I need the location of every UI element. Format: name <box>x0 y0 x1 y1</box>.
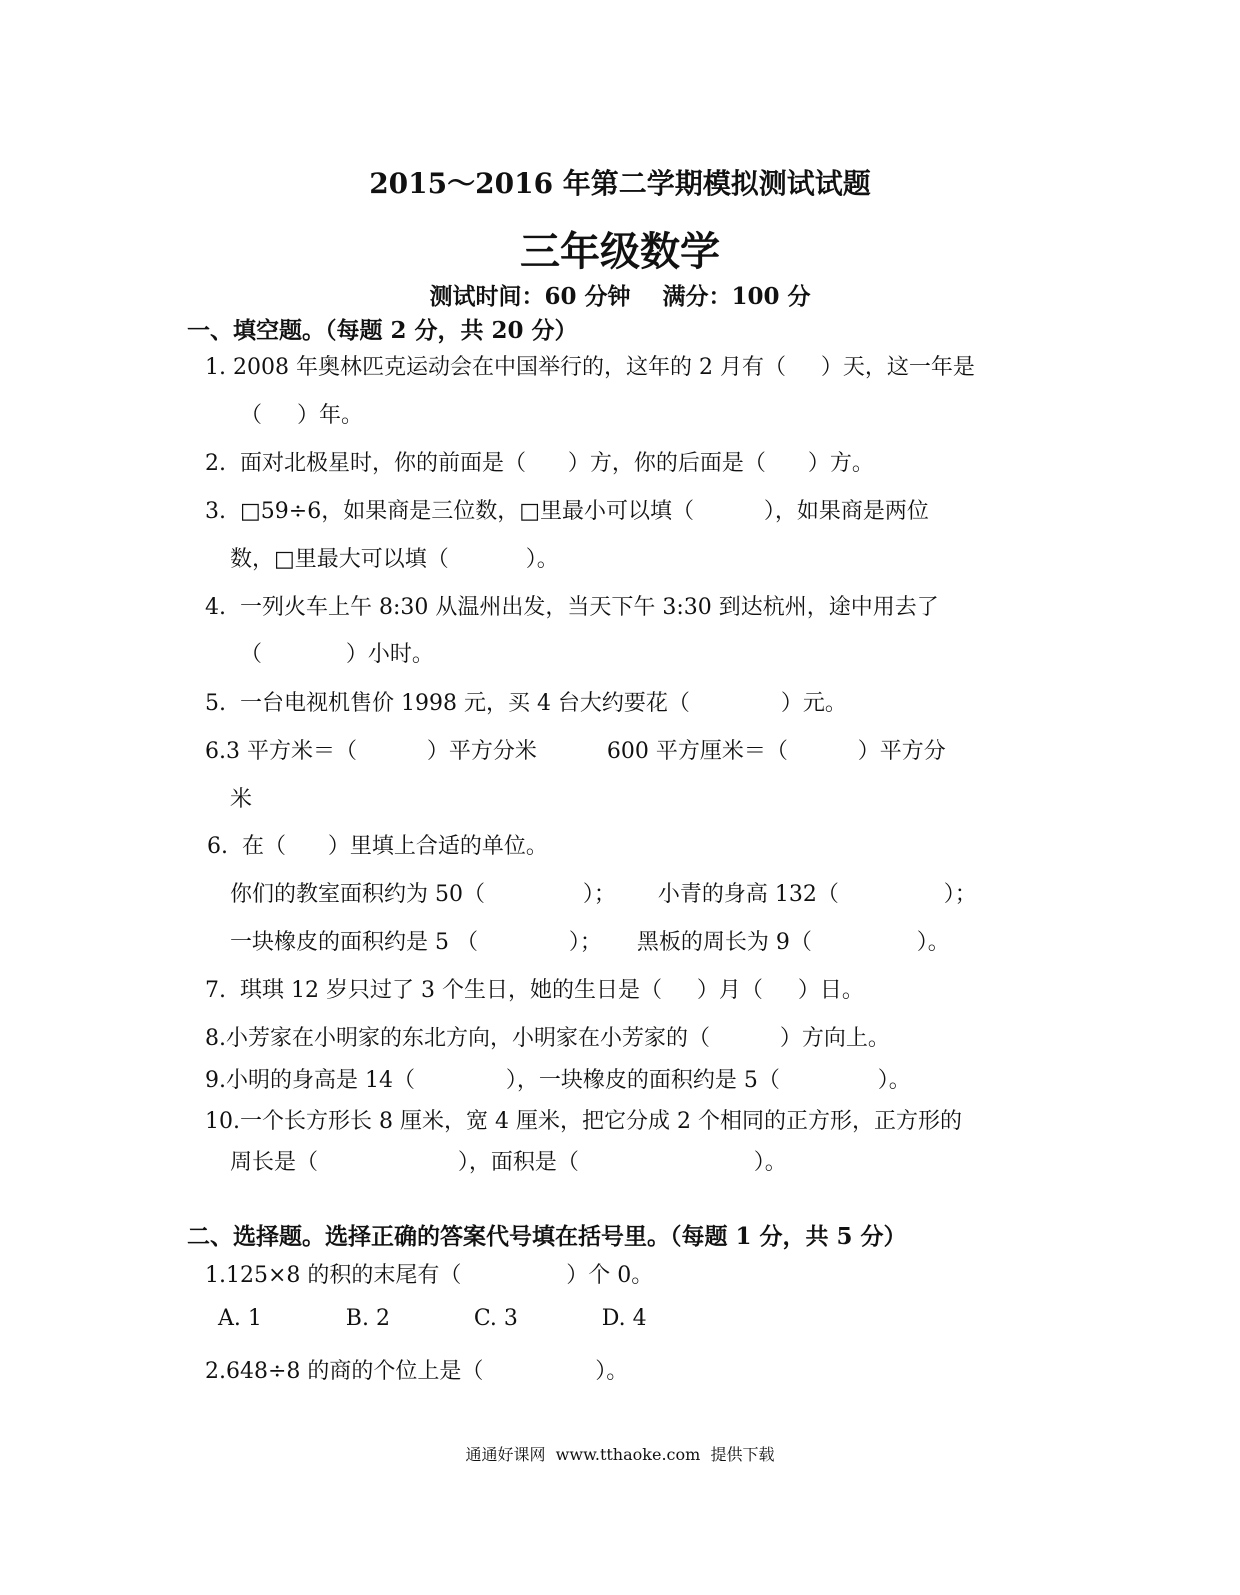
question-line: 4. 一列火车上午 8:30 从温州出发，当天下午 3:30 到达杭州，途中用去了 <box>205 595 939 620</box>
question-line: 2.648÷8 的商的个位上是（ ）。 <box>205 1359 629 1384</box>
question-line: 你们的教室面积约为 50（ ）； 小青的身高 132（ ）； <box>230 882 977 907</box>
question-line: 数，□里最大可以填（ ）。 <box>230 547 559 572</box>
exam-info: 测试时间：60 分钟 满分：100 分 <box>429 283 811 310</box>
page-footer: 通通好课网 www.tthaoke.com 提供下载 <box>465 1445 775 1464</box>
question-line: 10.一个长方形长 8 厘米，宽 4 厘米，把它分成 2 个相同的正方形，正方形的 <box>205 1109 962 1134</box>
subject-title: 三年级数学 <box>520 228 720 275</box>
question-line: 2. 面对北极星时，你的前面是（ ）方，你的后面是（ ）方。 <box>205 451 874 476</box>
question-line: 6.3 平方米＝（ ）平方分米 600 平方厘米＝（ ）平方分 <box>205 739 946 764</box>
question-line: （ ）小时。 <box>240 642 434 667</box>
question-line: 9.小明的身高是 14（ ），一块橡皮的面积约是 5（ ）。 <box>205 1068 911 1093</box>
question-line: 6. 在（ ）里填上合适的单位。 <box>207 834 548 859</box>
question-line: （ ）年。 <box>240 403 363 428</box>
section2-heading: 二、选择题。选择正确的答案代号填在括号里。（每题 1 分，共 5 分） <box>187 1223 907 1250</box>
question-line: 一块橡皮的面积约是 5 （ ）； 黑板的周长为 9（ ）。 <box>230 930 950 955</box>
question-line: 8.小芳家在小明家的东北方向，小明家在小芳家的（ ）方向上。 <box>205 1026 890 1051</box>
exam-title: 2015～2016 年第二学期模拟测试试题 <box>369 167 871 200</box>
question-line: 3. □59÷6，如果商是三位数，□里最小可以填（ ），如果商是两位 <box>205 499 929 524</box>
section1-heading: 一、填空题。（每题 2 分，共 20 分） <box>187 317 578 344</box>
question-line: 1. 2008 年奥林匹克运动会在中国举行的，这年的 2 月有（ ）天，这一年是 <box>205 355 975 380</box>
question-line: 米 <box>230 787 253 812</box>
question-line: 5. 一台电视机售价 1998 元，买 4 台大约要花（ ）元。 <box>205 691 847 716</box>
question-line: 周长是（ ），面积是（ ）。 <box>230 1150 787 1175</box>
option-line: A. 1 B. 2 C. 3 D. 4 <box>218 1306 647 1331</box>
question-line: 1.125×8 的积的末尾有（ ）个 0。 <box>205 1263 654 1288</box>
question-line: 7. 琪琪 12 岁只过了 3 个生日，她的生日是（ ）月（ ）日。 <box>205 978 864 1003</box>
